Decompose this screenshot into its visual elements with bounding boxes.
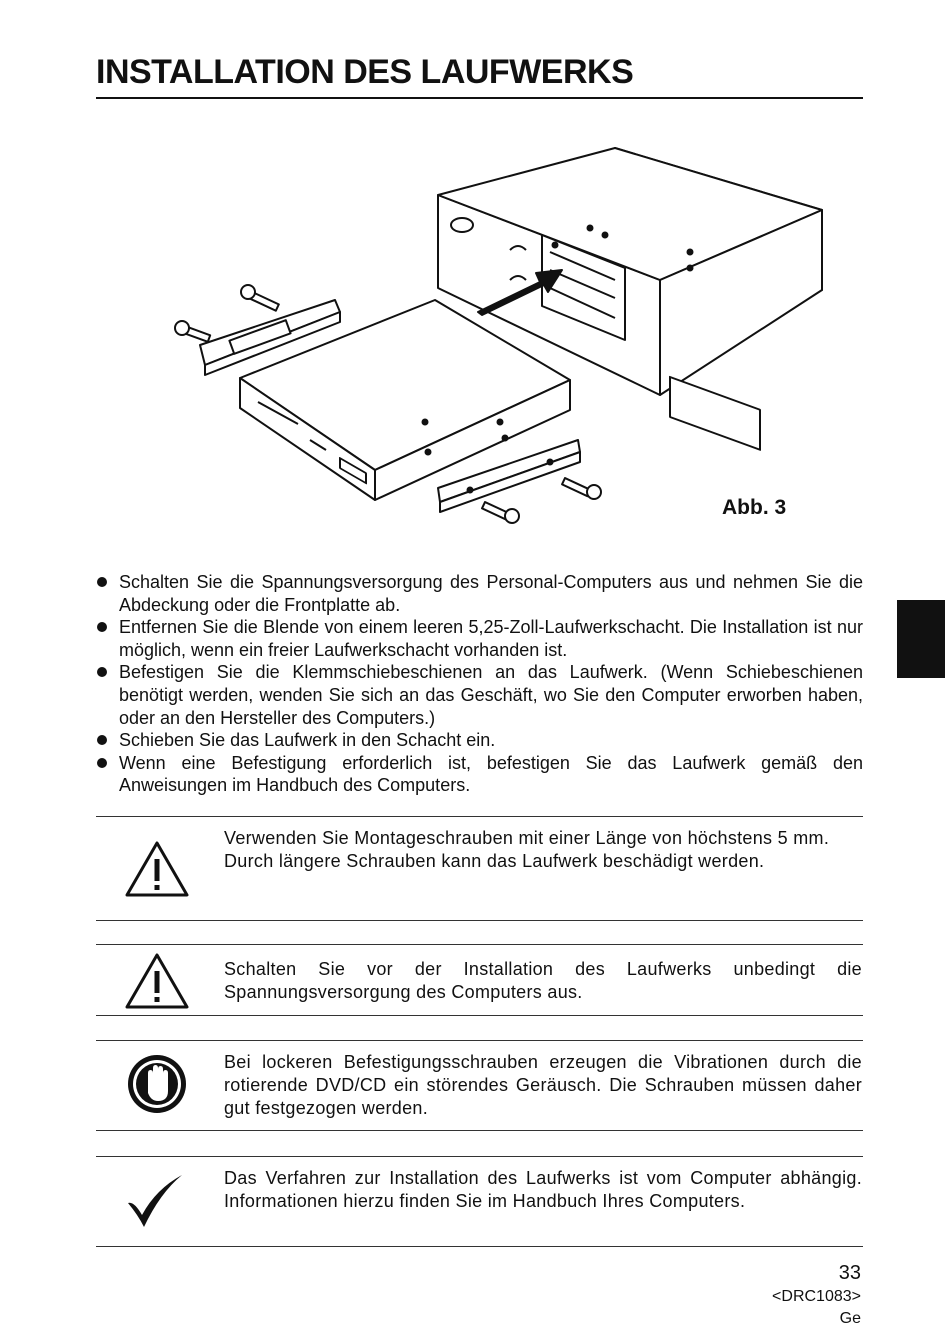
page-number: 33 bbox=[838, 1262, 861, 1284]
warning-triangle-icon bbox=[124, 839, 190, 899]
bullet-icon bbox=[97, 667, 107, 677]
list-item: Schalten Sie die Spannungsversorgung des Personal-Computers aus und nehmen Sie die Abdeckung oder die Frontplatte ab. bbox=[96, 571, 863, 616]
instruction-list bbox=[96, 571, 863, 797]
bullet-icon bbox=[97, 577, 107, 587]
document-code: <DRC1083> bbox=[772, 1288, 861, 1305]
note-loose-screws: Bei lockeren Befestigungsschrauben erzeugen die Vibrationen durch die rotierende DVD/CD ein störendes Geräusch. Die Schrauben müssen daher gut festgezogen werden. bbox=[96, 1040, 863, 1131]
list-item: Befestigen Sie die Klemmschiebeschienen an das Laufwerk. (Wenn Schiebeschienen benötigt werden, wenden Sie sich an das Geschäft, wo Sie den Computer erworben haben, oder an den Hersteller des Computers.) bbox=[96, 661, 863, 729]
note-procedure-depends: Das Verfahren zur Installation des Laufwerks ist vom Computer abhängig. Informationen hierzu finden Sie im Handbuch Ihres Computers. bbox=[96, 1156, 863, 1247]
caution-notice-power-off: Schalten Sie vor der Installation des Laufwerks unbedingt die Spannungsversorgung des Computers aus. bbox=[96, 944, 863, 1016]
drive-installation-illustration bbox=[170, 140, 830, 540]
list-item: Wenn eine Befestigung erforderlich ist, befestigen Sie das Laufwerk gemäß den Anweisungen im Handbuch des Computers. bbox=[96, 752, 863, 797]
stop-hand-icon bbox=[126, 1053, 188, 1115]
language-code: Ge bbox=[839, 1310, 861, 1327]
list-item: Schieben Sie das Laufwerk in den Schacht ein. bbox=[96, 729, 863, 752]
checkmark-icon bbox=[122, 1171, 186, 1231]
section-tab-marker bbox=[897, 600, 945, 678]
list-item: Entfernen Sie die Blende von einem leeren 5,25-Zoll-Laufwerkschacht. Die Installation ist nur möglich, wenn ein freier Laufwerkschacht vorhanden ist. bbox=[96, 616, 863, 661]
warning-triangle-icon bbox=[124, 951, 190, 1011]
bullet-icon bbox=[97, 758, 107, 768]
caution-notice-screw-length: Verwenden Sie Montageschrauben mit einer Länge von höchstens 5 mm. Durch längere Schrauben kann das Laufwerk beschädigt werden. bbox=[96, 816, 863, 921]
bullet-icon bbox=[97, 735, 107, 745]
page-title: INSTALLATION DES LAUFWERKS bbox=[96, 53, 634, 91]
bullet-icon bbox=[97, 622, 107, 632]
figure-label: Abb. 3 bbox=[722, 496, 787, 519]
title-divider bbox=[96, 97, 863, 99]
